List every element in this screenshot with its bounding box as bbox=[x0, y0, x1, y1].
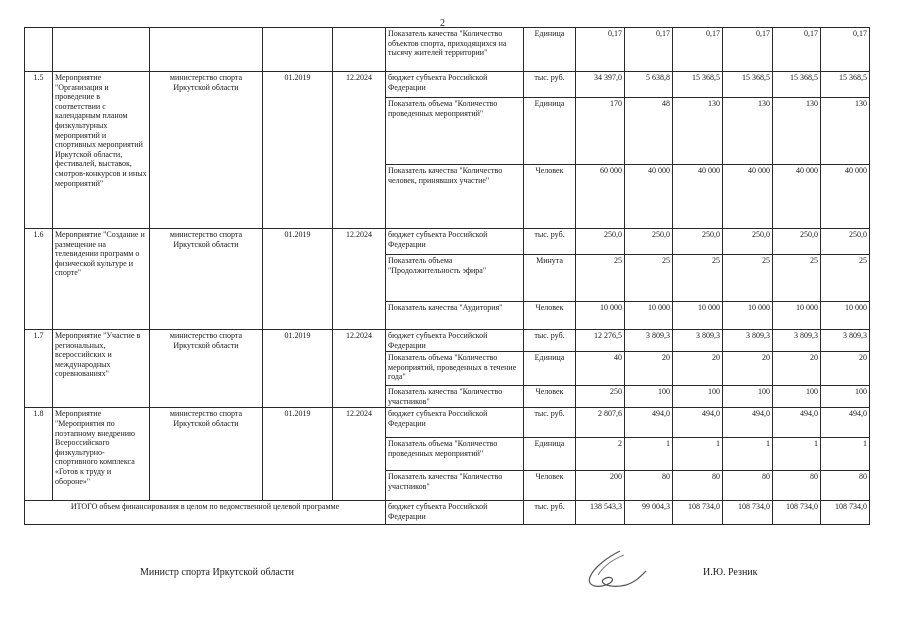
executor-cell: министерство спорта Иркутской области bbox=[150, 72, 263, 229]
value-cell: 10 000 bbox=[625, 302, 673, 330]
minister-name: И.Ю. Резник bbox=[703, 567, 758, 578]
end-date-cell: 12.2024 bbox=[333, 408, 386, 501]
indicator-name-cell: Показатель качества "Количество человек, принявших участие" bbox=[386, 165, 524, 229]
value-cell: 10 000 bbox=[576, 302, 625, 330]
total-unit-cell: тыс. руб. bbox=[524, 501, 576, 525]
end-date-cell: 12.2024 bbox=[333, 229, 386, 330]
value-cell: 3 809,3 bbox=[673, 330, 723, 352]
executor-cell: министерство спорта Иркутской области bbox=[150, 330, 263, 408]
page-number: 2 bbox=[440, 18, 445, 29]
unit-cell: тыс. руб. bbox=[524, 229, 576, 255]
value-cell: 250,0 bbox=[821, 229, 870, 255]
table-row bbox=[25, 72, 870, 98]
value-cell: 80 bbox=[673, 471, 723, 501]
start-date-cell: 01.2019 bbox=[263, 330, 333, 408]
value-cell: 25 bbox=[673, 255, 723, 302]
value-cell: 200 bbox=[576, 471, 625, 501]
value-cell: 3 809,3 bbox=[773, 330, 821, 352]
unit-cell: тыс. руб. bbox=[524, 72, 576, 98]
unit-cell: тыс. руб. bbox=[524, 330, 576, 352]
indicator-name-cell: бюджет субъекта Российской Федерации bbox=[386, 229, 524, 255]
start-date-cell: 01.2019 bbox=[263, 408, 333, 501]
indicator-name-cell: бюджет субъекта Российской Федерации bbox=[386, 72, 524, 98]
value-cell: 0,17 bbox=[773, 28, 821, 72]
value-cell: 40 000 bbox=[723, 165, 773, 229]
row-number-cell: 1.5 bbox=[25, 72, 53, 229]
total-value-cell: 108 734,0 bbox=[673, 501, 723, 525]
signature bbox=[580, 545, 650, 595]
value-cell: 494,0 bbox=[673, 408, 723, 438]
value-cell: 25 bbox=[576, 255, 625, 302]
start-date-cell bbox=[263, 28, 333, 72]
value-cell: 100 bbox=[673, 386, 723, 408]
value-cell: 15 368,5 bbox=[773, 72, 821, 98]
indicator-name-cell: Показатель качества "Количество участников" bbox=[386, 471, 524, 501]
value-cell: 0,17 bbox=[821, 28, 870, 72]
total-value-cell: 138 543,3 bbox=[576, 501, 625, 525]
value-cell: 0,17 bbox=[673, 28, 723, 72]
value-cell: 10 000 bbox=[723, 302, 773, 330]
value-cell: 1 bbox=[773, 438, 821, 471]
end-date-cell: 12.2024 bbox=[333, 72, 386, 229]
value-cell: 40 bbox=[576, 352, 625, 386]
unit-cell: Человек bbox=[524, 471, 576, 501]
value-cell: 250,0 bbox=[576, 229, 625, 255]
value-cell: 100 bbox=[625, 386, 673, 408]
value-cell: 80 bbox=[773, 471, 821, 501]
value-cell: 494,0 bbox=[773, 408, 821, 438]
table-row bbox=[25, 28, 870, 72]
value-cell: 80 bbox=[821, 471, 870, 501]
table-row bbox=[25, 330, 870, 352]
value-cell: 20 bbox=[723, 352, 773, 386]
total-row bbox=[25, 501, 870, 525]
value-cell: 3 809,3 bbox=[821, 330, 870, 352]
value-cell: 25 bbox=[625, 255, 673, 302]
start-date-cell: 01.2019 bbox=[263, 229, 333, 330]
value-cell: 1 bbox=[625, 438, 673, 471]
value-cell: 250,0 bbox=[723, 229, 773, 255]
total-value-cell: 108 734,0 bbox=[773, 501, 821, 525]
value-cell: 10 000 bbox=[821, 302, 870, 330]
event-name-cell: Мероприятие "Мероприятия по поэтапному внедрению Всероссийского физкультурно-спортивного комплекса «Готов к труду и обороне»" bbox=[53, 408, 150, 501]
unit-cell: Минута bbox=[524, 255, 576, 302]
total-value-cell: 108 734,0 bbox=[723, 501, 773, 525]
indicator-name-cell: Показатель качества "Количество объектов спорта, приходящихся на тысячу жителей территории" bbox=[386, 28, 524, 72]
value-cell: 100 bbox=[723, 386, 773, 408]
minister-title: Министр спорта Иркутской области bbox=[140, 567, 294, 578]
value-cell: 10 000 bbox=[673, 302, 723, 330]
indicator-name-cell: Показатель объема "Продолжительность эфира" bbox=[386, 255, 524, 302]
value-cell: 130 bbox=[773, 98, 821, 165]
value-cell: 25 bbox=[723, 255, 773, 302]
value-cell: 25 bbox=[821, 255, 870, 302]
indicator-name-cell: Показатель объема "Количество проведенных мероприятий" bbox=[386, 438, 524, 471]
value-cell: 1 bbox=[673, 438, 723, 471]
event-name-cell bbox=[53, 28, 150, 72]
value-cell: 494,0 bbox=[821, 408, 870, 438]
executor-cell: министерство спорта Иркутской области bbox=[150, 408, 263, 501]
value-cell: 250 bbox=[576, 386, 625, 408]
value-cell: 25 bbox=[773, 255, 821, 302]
value-cell: 40 000 bbox=[625, 165, 673, 229]
value-cell: 10 000 bbox=[773, 302, 821, 330]
end-date-cell bbox=[333, 28, 386, 72]
value-cell: 20 bbox=[673, 352, 723, 386]
unit-cell: Человек bbox=[524, 386, 576, 408]
value-cell: 2 807,6 bbox=[576, 408, 625, 438]
row-number-cell bbox=[25, 28, 53, 72]
value-cell: 100 bbox=[821, 386, 870, 408]
unit-cell: тыс. руб. bbox=[524, 408, 576, 438]
indicator-name-cell: Показатель объема "Количество проведенных мероприятий" bbox=[386, 98, 524, 165]
value-cell: 3 809,3 bbox=[723, 330, 773, 352]
indicator-name-cell: Показатель объема "Количество мероприятий, проведенных в течение года" bbox=[386, 352, 524, 386]
end-date-cell: 12.2024 bbox=[333, 330, 386, 408]
unit-cell: Единица bbox=[524, 438, 576, 471]
value-cell: 2 bbox=[576, 438, 625, 471]
value-cell: 0,17 bbox=[625, 28, 673, 72]
total-value-cell: 99 004,3 bbox=[625, 501, 673, 525]
value-cell: 5 638,8 bbox=[625, 72, 673, 98]
total-indicator-cell: бюджет субъекта Российской Федерации bbox=[386, 501, 524, 525]
value-cell: 3 809,3 bbox=[625, 330, 673, 352]
value-cell: 494,0 bbox=[625, 408, 673, 438]
unit-cell: Единица bbox=[524, 98, 576, 165]
value-cell: 40 000 bbox=[821, 165, 870, 229]
value-cell: 170 bbox=[576, 98, 625, 165]
value-cell: 20 bbox=[625, 352, 673, 386]
unit-cell: Единица bbox=[524, 28, 576, 72]
value-cell: 80 bbox=[625, 471, 673, 501]
value-cell: 60 000 bbox=[576, 165, 625, 229]
row-number-cell: 1.6 bbox=[25, 229, 53, 330]
value-cell: 130 bbox=[673, 98, 723, 165]
program-table bbox=[24, 27, 870, 525]
start-date-cell: 01.2019 bbox=[263, 72, 333, 229]
value-cell: 130 bbox=[723, 98, 773, 165]
value-cell: 40 000 bbox=[673, 165, 723, 229]
value-cell: 1 bbox=[821, 438, 870, 471]
value-cell: 100 bbox=[773, 386, 821, 408]
value-cell: 250,0 bbox=[673, 229, 723, 255]
value-cell: 0,17 bbox=[576, 28, 625, 72]
indicator-name-cell: бюджет субъекта Российской Федерации bbox=[386, 330, 524, 352]
row-number-cell: 1.7 bbox=[25, 330, 53, 408]
value-cell: 130 bbox=[821, 98, 870, 165]
indicator-name-cell: Показатель качества "Аудитория" bbox=[386, 302, 524, 330]
event-name-cell: Мероприятие "Организация и проведение в соответствии с календарным планом физкультурных мероприятий и спортивных мероприятий Иркутской области, фестивалей, выставок, смотров-конкурсов и иных мероприятий" bbox=[53, 72, 150, 229]
row-number-cell: 1.8 bbox=[25, 408, 53, 501]
value-cell: 12 276,5 bbox=[576, 330, 625, 352]
table-row bbox=[25, 408, 870, 438]
value-cell: 48 bbox=[625, 98, 673, 165]
total-value-cell: 108 734,0 bbox=[821, 501, 870, 525]
event-name-cell: Мероприятие "Участие в региональных, всероссийских и международных соревнованиях" bbox=[53, 330, 150, 408]
value-cell: 250,0 bbox=[625, 229, 673, 255]
table-row bbox=[25, 229, 870, 255]
unit-cell: Человек bbox=[524, 165, 576, 229]
value-cell: 0,17 bbox=[723, 28, 773, 72]
executor-cell: министерство спорта Иркутской области bbox=[150, 229, 263, 330]
value-cell: 34 397,0 bbox=[576, 72, 625, 98]
value-cell: 1 bbox=[723, 438, 773, 471]
unit-cell: Единица bbox=[524, 352, 576, 386]
value-cell: 15 368,5 bbox=[723, 72, 773, 98]
indicator-name-cell: бюджет субъекта Российской Федерации bbox=[386, 408, 524, 438]
value-cell: 15 368,5 bbox=[821, 72, 870, 98]
unit-cell: Человек bbox=[524, 302, 576, 330]
value-cell: 80 bbox=[723, 471, 773, 501]
value-cell: 494,0 bbox=[723, 408, 773, 438]
executor-cell bbox=[150, 28, 263, 72]
value-cell: 40 000 bbox=[773, 165, 821, 229]
indicator-name-cell: Показатель качества "Количество участников" bbox=[386, 386, 524, 408]
value-cell: 250,0 bbox=[773, 229, 821, 255]
total-label-cell: ИТОГО объем финансирования в целом по ведомственной целевой программе bbox=[25, 501, 386, 525]
value-cell: 20 bbox=[773, 352, 821, 386]
event-name-cell: Мероприятие "Создание и размещение на телевидении программ о физической культуре и спорте" bbox=[53, 229, 150, 330]
value-cell: 15 368,5 bbox=[673, 72, 723, 98]
value-cell: 20 bbox=[821, 352, 870, 386]
